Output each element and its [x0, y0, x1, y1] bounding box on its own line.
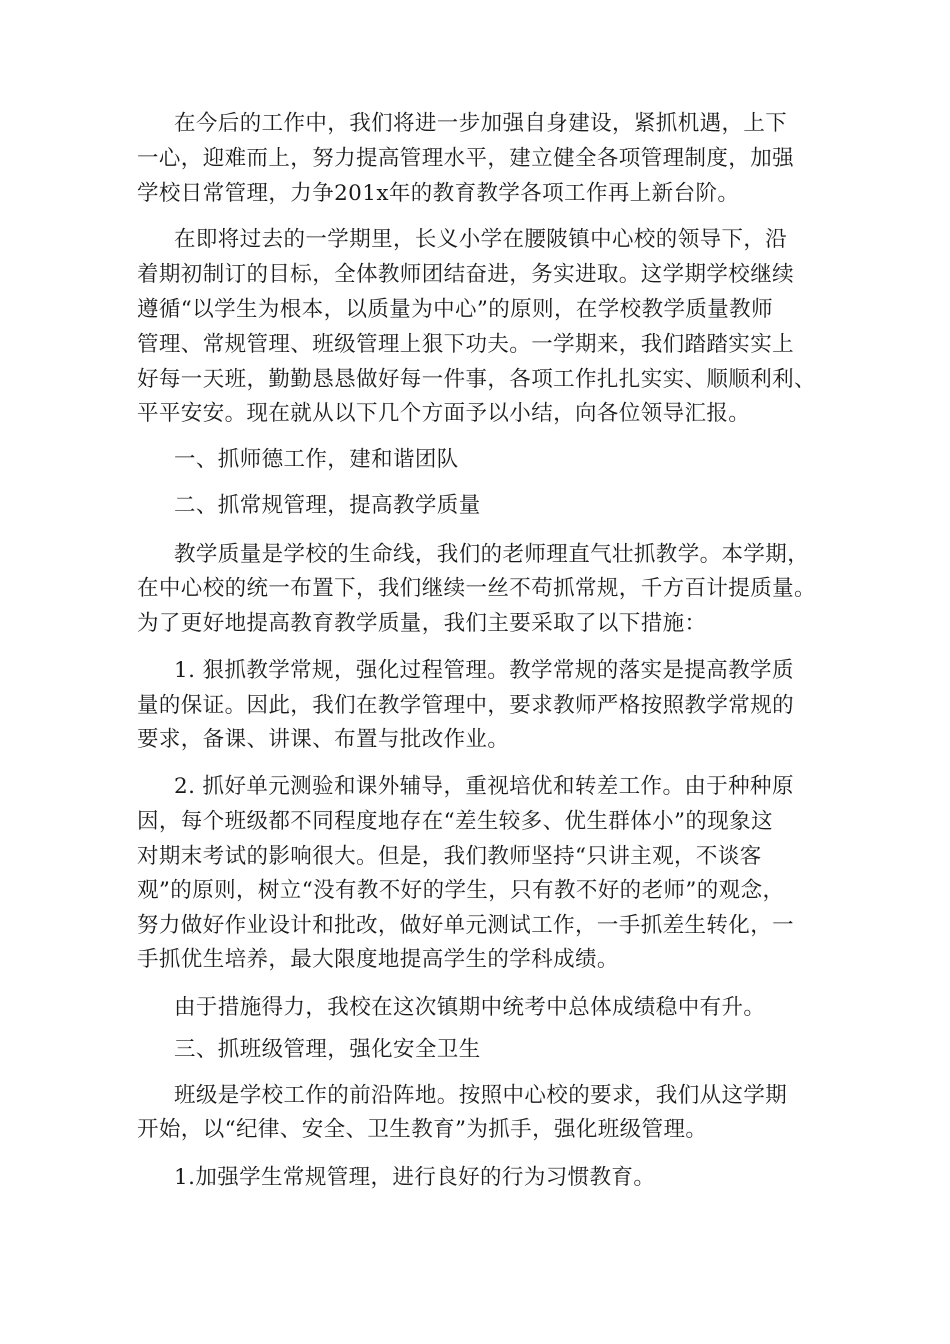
section-heading: 三、抓班级管理，强化安全卫生 — [174, 1037, 481, 1062]
text-line: 对期末考试的影响很大。但是，我们教师坚持“只讲主观，不谈客 — [137, 844, 762, 869]
text-line: 平平安安。现在就从以下几个方面予以小结，向各位领导汇报。 — [137, 401, 751, 426]
text-line: 管理、常规管理、班级管理上狠下功夫。一学期来，我们踏踏实实上 — [137, 332, 795, 357]
text-line: 要求，备课、讲课、布置与批改作业。 — [137, 727, 510, 752]
text-line: 在今后的工作中，我们将进一步加强自身建设，紧抓机遇，上下 — [174, 111, 788, 136]
text-line: 班级是学校工作的前沿阵地。按照中心校的要求，我们从这学期 — [174, 1083, 788, 1108]
text-line: 1.加强学生常规管理，进行良好的行为习惯教育。 — [174, 1165, 656, 1190]
text-line: 2. 抓好单元测验和课外辅导，重视培优和转差工作。由于种种原 — [174, 774, 794, 799]
text-line: 在中心校的统一布置下，我们继续一丝不苟抓常规，千方百计提质量。 — [137, 576, 816, 601]
text-line: 为了更好地提高教育教学质量，我们主要采取了以下措施： — [137, 611, 707, 636]
section-heading: 二、抓常规管理，提高教学质量 — [174, 493, 481, 518]
text-line: 由于措施得力，我校在这次镇期中统考中总体成绩稳中有升。 — [174, 995, 766, 1020]
text-line: 学校日常管理，力争201x年的教育教学各项工作再上新台阶。 — [137, 181, 740, 206]
text-line: 手抓优生培养，最大限度地提高学生的学科成绩。 — [137, 947, 619, 972]
text-line: 教学质量是学校的生命线，我们的老师理直气壮抓教学。本学期， — [174, 542, 810, 567]
text-line: 一心，迎难而上，努力提高管理水平，建立健全各项管理制度，加强 — [137, 146, 795, 171]
text-line: 开始，以“纪律、安全、卫生教育”为抓手，强化班级管理。 — [137, 1117, 708, 1142]
text-line: 量的保证。因此，我们在教学管理中，要求教师严格按照教学常规的 — [137, 693, 795, 718]
text-line: 1. 狠抓教学常规，强化过程管理。教学常规的落实是提高教学质 — [174, 658, 794, 683]
text-line: 观”的原则，树立“没有教不好的学生，只有教不好的老师”的观念， — [137, 878, 785, 903]
section-heading: 一、抓师德工作，建和谐团队 — [174, 447, 459, 472]
text-line: 着期初制订的目标，全体教师团结奋进，务实进取。这学期学校继续 — [137, 262, 795, 287]
text-line: 努力做好作业设计和批改，做好单元测试工作，一手抓差生转化，一 — [137, 913, 795, 938]
text-line: 好每一天班，勤勤恳恳做好每一件事，各项工作扎扎实实、顺顺利利、 — [137, 367, 816, 392]
text-line: 遵循“以学生为根本，以质量为中心”的原则，在学校教学质量教师 — [137, 297, 773, 322]
text-line: 因，每个班级都不同程度地存在“差生较多、优生群体小”的现象这 — [137, 809, 773, 834]
text-line: 在即将过去的一学期里，长义小学在腰陂镇中心校的领导下，沿 — [174, 227, 788, 252]
